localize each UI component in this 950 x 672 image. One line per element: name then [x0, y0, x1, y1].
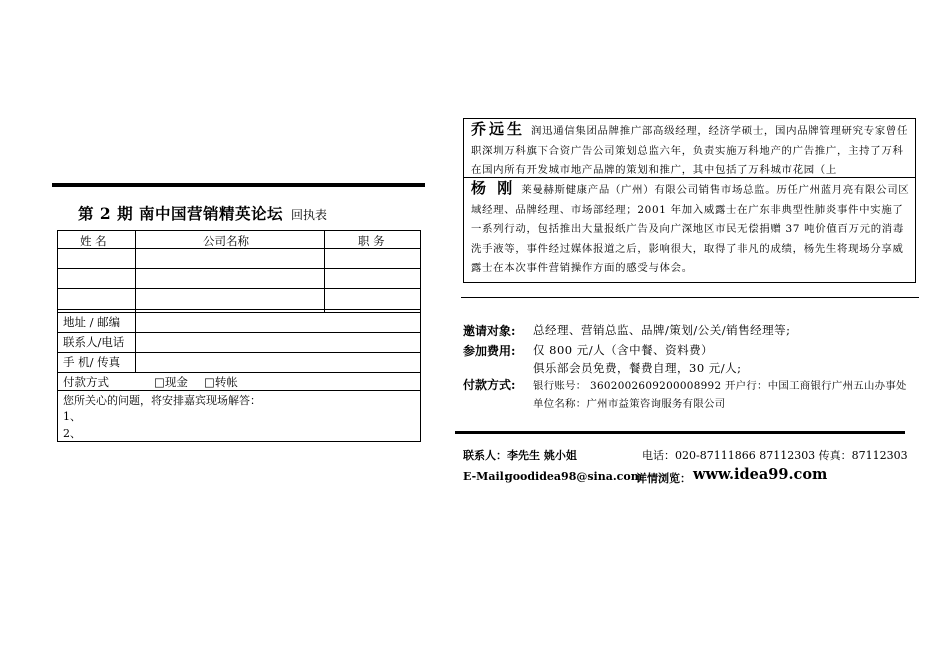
name-field[interactable]	[59, 249, 134, 267]
registration-form	[57, 230, 421, 442]
payment-label: 付款方式:	[463, 378, 516, 392]
row-line	[58, 372, 420, 373]
email-link[interactable]: goodidea98@sina.com	[505, 470, 643, 483]
form-title-text: 第 2 期 南中国营销精英论坛	[78, 204, 283, 223]
top-divider	[52, 183, 425, 187]
cash-checkbox[interactable]: □现金	[154, 375, 188, 389]
name-field[interactable]	[59, 289, 134, 308]
form-title	[78, 202, 327, 224]
speaker-bio-1	[463, 118, 916, 180]
speaker-bio-text: 莱曼赫斯健康产品（广州）有限公司销售市场总监。历任广州蓝月亮有限公司区域经理、品牌经理、市场部经理；2001 年加入威露士在广东非典型性肺炎事件中实施了一系列行动，包括推出大量报纸广告及向广深地区市民无偿捐赠 37 吨价值百万元的消毒洗手液等，事件经过媒体报道之后，影响很大，取得了非凡的成绩，杨先生将现场分享威露士在本次事件营销操作方面的感受与体会。	[471, 184, 910, 274]
speaker-name: 杨 刚	[471, 179, 516, 197]
contact-phone: 电话：020-87111866 87112303 传真：87112303	[642, 449, 908, 462]
website-link[interactable]: www.idea99.com	[693, 466, 828, 483]
column-header-name: 姓 名	[80, 234, 107, 248]
company-field[interactable]	[136, 249, 323, 267]
company-field[interactable]	[136, 269, 323, 287]
mobile-fax-field[interactable]	[136, 353, 419, 371]
speaker-bio-text: 润迅通信集团品牌推广部高级经理，经济学硕士，国内品牌管理研究专家曾任职深圳万科旗下合资广告公司策划总监六年，负责实施万科地产的广告推广，主持了万科在国内所有开发城市地产品牌的策划和推广，其中包括了万科城市花园（上	[471, 125, 909, 176]
contact-field[interactable]	[136, 333, 419, 351]
contact-label: 联系人/电话	[63, 335, 125, 349]
company-field[interactable]	[136, 289, 323, 308]
transfer-checkbox[interactable]: □转帐	[204, 375, 238, 389]
bottom-divider	[455, 431, 905, 434]
position-field[interactable]	[325, 249, 419, 267]
position-field[interactable]	[325, 289, 419, 308]
email-label: E-Mail:	[463, 470, 508, 483]
fee-label: 参加费用:	[463, 344, 516, 358]
column-header-title: 职 务	[358, 234, 385, 248]
address-field[interactable]	[136, 313, 419, 331]
account-name-text: 单位名称：广州市益策咨询服务有限公司	[533, 398, 726, 410]
member-fee-text: 俱乐部会员免费，餐费自理，30 元/人;	[533, 361, 742, 375]
contact-people: 联系人：李先生 姚小姐	[463, 449, 577, 462]
audience-label: 邀请对象:	[463, 324, 516, 338]
website-label: 详情浏览：	[636, 472, 691, 485]
payment-method-label: 付款方式	[63, 375, 109, 389]
fee-text: 仅 800 元/人（含中餐、资料费）	[533, 343, 714, 357]
section-divider	[461, 297, 919, 298]
row-line	[58, 309, 420, 310]
name-field[interactable]	[59, 269, 134, 287]
answer-line-1[interactable]: 1、	[63, 410, 81, 423]
audience-text: 总经理、营销总监、品牌/策划/公关/销售经理等;	[533, 323, 791, 337]
speaker-bio-2	[463, 177, 916, 283]
row-line	[58, 390, 420, 391]
mobile-fax-label: 手 机/ 传真	[63, 355, 121, 369]
form-subtitle: 回执表	[290, 208, 327, 222]
speaker-name: 乔远生	[471, 120, 526, 138]
question-prompt: 您所关心的问题，将安排嘉宾现场解答：	[63, 394, 261, 407]
column-header-company: 公司名称	[203, 234, 249, 248]
answer-line-2[interactable]: 2、	[63, 427, 81, 440]
bank-account-text: 银行账号： 3602002609200008992 开户行：中国工商银行广州五山办事处	[533, 380, 907, 392]
address-label: 地址 / 邮编	[63, 315, 121, 329]
position-field[interactable]	[325, 269, 419, 287]
